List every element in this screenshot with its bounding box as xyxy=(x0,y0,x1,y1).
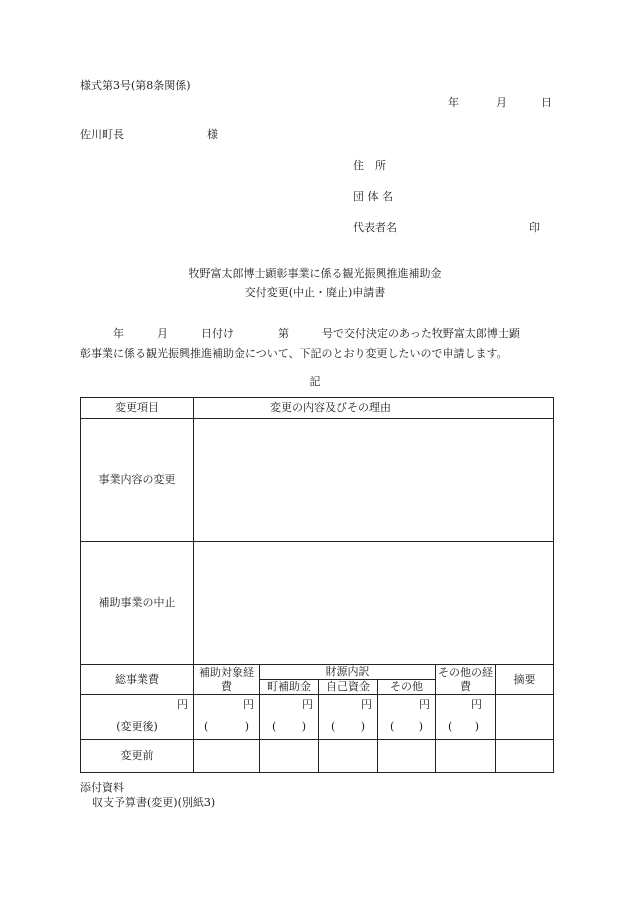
cancel-field[interactable] xyxy=(194,542,554,665)
addressee-name: 佐川町長 xyxy=(80,128,124,141)
body-text-line1: 年 月 日付け 第 号で交付決定のあった牧野富太郎博士顕 xyxy=(80,327,520,340)
paren-open: ( xyxy=(390,720,395,733)
before-label: 変更前 xyxy=(81,740,194,773)
paren-close: ) xyxy=(418,720,423,733)
applicant-group-label: 団 体 名 xyxy=(353,190,393,203)
yen-unit: 円 xyxy=(302,698,313,711)
yen-unit: 円 xyxy=(419,698,430,711)
after-town-paren xyxy=(260,720,318,734)
paren-close: ) xyxy=(301,720,306,733)
row-label-content-change: 事業内容の変更 xyxy=(81,419,194,542)
change-table xyxy=(80,397,554,773)
yen-unit: 円 xyxy=(471,698,482,711)
col-eligible-cost: 補助対象経費 xyxy=(194,665,260,695)
after-self[interactable] xyxy=(319,695,378,740)
paren-close: ) xyxy=(474,720,479,733)
col-total-cost: 総事業費 xyxy=(81,665,194,695)
paren-close: ) xyxy=(244,720,249,733)
applicant-representative-label: 代表者名 xyxy=(353,221,397,234)
col-town-subsidy: 町補助金 xyxy=(260,680,319,695)
after-eligible[interactable] xyxy=(194,695,260,740)
before-other[interactable] xyxy=(378,740,436,773)
after-label: (変更後) xyxy=(116,720,158,733)
yen-unit: 円 xyxy=(177,698,188,711)
col-other: その他 xyxy=(378,680,436,695)
date-month: 月 xyxy=(496,96,507,109)
attachment-heading: 添付資料 xyxy=(80,781,124,794)
after-other[interactable] xyxy=(378,695,436,740)
paren-open: ( xyxy=(448,720,453,733)
addressee-honorific: 様 xyxy=(207,128,218,141)
after-town[interactable] xyxy=(260,695,319,740)
header-change-item: 変更項目 xyxy=(81,398,194,419)
before-summary[interactable] xyxy=(496,740,554,773)
addressee xyxy=(80,128,218,141)
after-summary[interactable] xyxy=(496,695,554,740)
after-self-paren xyxy=(319,720,377,734)
after-other-paren xyxy=(378,720,435,734)
document-title-line1: 牧野富太郎博士顕彰事業に係る観光振興推進補助金 xyxy=(188,267,442,280)
paren-open: ( xyxy=(331,720,336,733)
paren-open: ( xyxy=(272,720,277,733)
date-year: 年 xyxy=(448,96,459,109)
after-other-cost[interactable] xyxy=(436,695,496,740)
applicant-address-label: 住 所 xyxy=(353,159,386,172)
row-label-cancel: 補助事業の中止 xyxy=(81,542,194,665)
yen-unit: 円 xyxy=(243,698,254,711)
attachment-item: 収支予算書(変更)(別紙3) xyxy=(92,796,216,809)
ki-heading: 記 xyxy=(309,375,321,388)
yen-unit: 円 xyxy=(361,698,372,711)
before-town[interactable] xyxy=(260,740,319,773)
col-funding-breakdown: 財源内訳 xyxy=(260,665,436,680)
header-change-content: 変更の内容及びその理由 xyxy=(194,398,554,419)
before-eligible[interactable] xyxy=(194,740,260,773)
paren-open: ( xyxy=(204,720,209,733)
before-self[interactable] xyxy=(319,740,378,773)
col-summary: 摘要 xyxy=(496,665,554,695)
col-self-funds: 自己資金 xyxy=(319,680,378,695)
content-change-field[interactable] xyxy=(194,419,554,542)
after-eligible-paren xyxy=(194,720,259,734)
after-total[interactable] xyxy=(81,695,194,740)
before-other-cost[interactable] xyxy=(436,740,496,773)
col-other-cost: その他の経費 xyxy=(436,665,496,695)
seal-mark: 印 xyxy=(529,221,540,234)
document-title-line2: 交付変更(中止・廃止)申請書 xyxy=(244,286,386,299)
form-number: 様式第3号(第8条関係) xyxy=(80,79,191,92)
body-text-line2: 彰事業に係る観光振興推進補助金について、下記のとおり変更したいので申請します。 xyxy=(80,347,508,360)
after-other-cost-paren xyxy=(436,720,495,734)
paren-close: ) xyxy=(360,720,365,733)
date-day: 日 xyxy=(541,96,552,109)
